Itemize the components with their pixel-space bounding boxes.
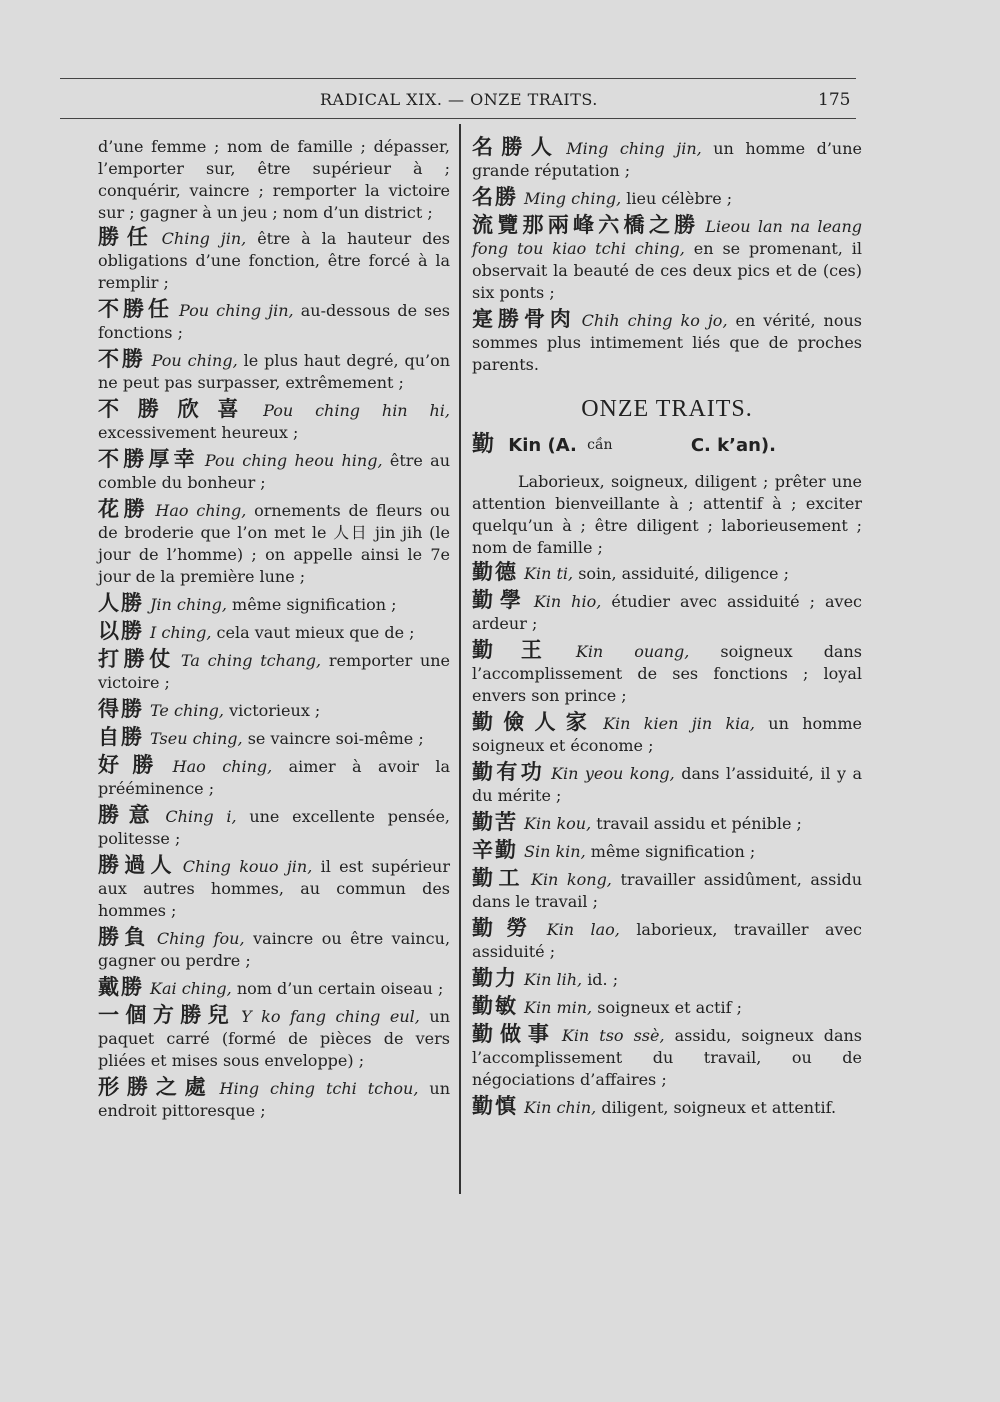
entry-romanization: Tseu ching,: [150, 729, 243, 748]
dictionary-entry: [98, 592, 450, 616]
head-annamite: cần: [587, 437, 613, 453]
dictionary-entry: [472, 308, 862, 376]
entry-characters: 名勝人: [472, 135, 561, 159]
entry-romanization: Chih ching ko jo,: [581, 311, 728, 330]
left-column: [98, 136, 450, 1126]
entry-romanization: Kin lih,: [524, 970, 583, 989]
entry-definition: être à la hauteur des obligations d’une fonction, être forcé à la remplir ;: [98, 229, 451, 292]
head-label: Kin (A.: [508, 435, 577, 456]
entry-characters: 勝負: [98, 925, 151, 949]
entry-characters: 打勝仗: [98, 647, 175, 671]
header-rule: [60, 118, 856, 119]
entry-romanization: Y ko fang ching eul,: [241, 1007, 420, 1026]
dictionary-entry: [472, 867, 862, 913]
entry-definition: cela vaut mieux que de ;: [216, 623, 415, 642]
entry-romanization: Hao ching,: [155, 501, 247, 520]
entry-characters: 得勝: [98, 697, 144, 721]
entry-romanization: Lieou lan na leang fong tou kiao tchi ching,: [472, 217, 863, 258]
dictionary-entry: [98, 498, 450, 588]
entry-definition: être au comble du bonheur ;: [98, 451, 451, 492]
dictionary-entry: [98, 854, 450, 922]
entry-romanization: Ching jin,: [161, 229, 247, 248]
entry-characters: 花勝: [98, 497, 150, 521]
entry-romanization: Hing ching tchi tchou,: [219, 1079, 419, 1098]
section-title: ONZE TRAITS.: [581, 396, 753, 422]
entry-characters: 勤工: [472, 866, 525, 890]
entry-characters: 辛勤: [472, 838, 518, 862]
dictionary-entry: [98, 1076, 450, 1122]
dictionary-entry: [472, 1023, 862, 1091]
entry-definition: même signification ;: [232, 595, 397, 614]
entry-romanization: Jin ching,: [150, 595, 227, 614]
dictionary-entry: [472, 839, 862, 863]
entry-definition: un endroit pittoresque ;: [98, 1079, 451, 1120]
dictionary-entry: [472, 186, 862, 210]
dictionary-entry: [472, 995, 862, 1019]
entry-definition: travail assidu et pénible ;: [596, 814, 802, 833]
entry-definition: même signification ;: [590, 842, 756, 861]
left-entry-list: [98, 226, 450, 1122]
entry-romanization: Kin tso ssè,: [561, 1026, 665, 1045]
entry-definition: excessivement heureux ;: [98, 423, 299, 442]
entry-characters: 勤儉人家: [472, 710, 598, 734]
entry-definition: en se promenant, il observait la beauté de ces deux pics et de (ces) six ponts ;: [472, 239, 862, 302]
dictionary-entry: [472, 214, 862, 304]
entry-characters: 形勝之處: [98, 1075, 214, 1099]
entry-romanization: Kin ouang,: [575, 642, 690, 661]
dictionary-entry: [472, 561, 862, 585]
dictionary-entry: [98, 804, 450, 850]
entry-characters: 人勝: [98, 591, 144, 615]
entry-characters: 勤苦: [472, 810, 518, 834]
dictionary-entry: [98, 620, 450, 644]
entry-characters: 勤德: [472, 560, 518, 584]
entry-romanization: Hao ching,: [172, 757, 273, 776]
dictionary-entry: [98, 726, 450, 750]
intro-paragraph: d’une femme ; nom de famille ; dépasser, l’emporter sur, être supérieur à ; conquérir, vaincre ; remporter la victoire sur ; gagner à un jeu ; nom d’un district ;: [98, 137, 450, 222]
entry-romanization: Kin ti,: [524, 564, 574, 583]
entry-definition: aimer à avoir la prééminence ;: [98, 757, 450, 798]
head-cantonese: C. k’an).: [690, 435, 776, 456]
page-number: 175: [818, 90, 851, 110]
top-rule: [60, 78, 856, 79]
entry-definition: ornements de fleurs ou de broderie que l’on met le 人日 jin jih (le jour de l’homme) ; on appelle ainsi le 7e jour de la première lune ;: [98, 501, 450, 586]
entry-romanization: Pou ching jin,: [179, 301, 294, 320]
dictionary-entry: [472, 639, 862, 707]
dictionary-entry: [98, 1004, 450, 1072]
entry-romanization: Pou ching heou hing,: [204, 451, 383, 470]
entry-definition: victorieux ;: [229, 701, 321, 720]
entry-characters: 不勝厚幸: [98, 447, 199, 471]
dictionary-entry: [98, 698, 450, 722]
entry-romanization: Kin yeou kong,: [551, 764, 675, 783]
entry-definition: il est supérieur aux autres hommes, au commun des hommes ;: [98, 857, 450, 920]
entry-characters: 流覽那兩峰六橋之勝: [472, 213, 700, 237]
entry-definition: soigneux et actif ;: [597, 998, 743, 1017]
entry-definition: travailler assidûment, assidu dans le travail ;: [472, 870, 863, 911]
right-column: [472, 136, 862, 1123]
dictionary-entry: [98, 348, 450, 394]
right-entry-list: [472, 561, 862, 1119]
dictionary-entry: [472, 761, 862, 807]
dictionary-entry: [472, 811, 862, 835]
entry-characters: 寔勝骨肉: [472, 307, 576, 331]
dictionary-entry: [472, 711, 862, 757]
entry-romanization: Ching kouo jin,: [182, 857, 313, 876]
running-title: RADICAL XIX. — ONZE TRAITS.: [320, 90, 598, 109]
dictionary-entry: [472, 967, 862, 991]
entry-characters: 以勝: [98, 619, 144, 643]
entry-characters: 勤學: [472, 588, 528, 612]
entry-romanization: Sin kin,: [524, 842, 586, 861]
dictionary-entry: [98, 226, 450, 294]
dictionary-entry: [98, 648, 450, 694]
entry-romanization: Ta ching tchang,: [180, 651, 322, 670]
entry-romanization: Ming ching jin,: [566, 139, 702, 158]
entry-characters: 勤慎: [472, 1094, 518, 1118]
head-definition: Laborieux, soigneux, diligent ; prêter une attention bienveillante à ; attentif à ; exciter quelqu’un à ; être diligent ; laborieusement ; nom de famille ;: [472, 472, 862, 557]
entry-definition: lieu célèbre ;: [626, 189, 733, 208]
entry-romanization: Kin hio,: [533, 592, 602, 611]
dictionary-entry: [472, 136, 862, 182]
entry-definition: un homme d’une grande réputation ;: [472, 139, 863, 180]
entry-characters: 勝任: [98, 225, 156, 249]
entry-characters: 勝過人: [98, 853, 177, 877]
entry-romanization: Ching fou,: [156, 929, 245, 948]
entry-definition: au-dessous de ses fonctions ;: [98, 301, 451, 342]
dictionary-entry: [472, 1095, 862, 1119]
entry-definition: le plus haut degré, qu’on ne peut pas surpasser, extrêmement ;: [98, 351, 451, 392]
entry-characters: 不勝: [98, 347, 146, 371]
entry-definition: laborieux, travailler avec assiduité ;: [472, 920, 863, 961]
dictionary-entry: [472, 917, 862, 963]
entry-characters: 自勝: [98, 725, 144, 749]
entry-romanization: Kin kong,: [530, 870, 612, 889]
entry-definition: vaincre ou être vaincu, gagner ou perdre ;: [98, 929, 451, 970]
entry-characters: 勤力: [472, 966, 518, 990]
head-character: 勤: [472, 432, 497, 457]
dictionary-entry: [98, 754, 450, 800]
entry-definition: nom d’un certain oiseau ;: [236, 979, 444, 998]
entry-definition: remporter une victoire ;: [98, 651, 451, 692]
entry-romanization: Kin chin,: [524, 1098, 597, 1117]
entry-romanization: Kin kou,: [524, 814, 592, 833]
entry-definition: dans l’assiduité, il y a du mérite ;: [472, 764, 863, 805]
entry-definition: une excellente pensée, politesse ;: [98, 807, 450, 848]
head-entry: [472, 434, 862, 457]
entry-characters: 不勝欣喜: [98, 397, 258, 421]
entry-romanization: Pou ching hin hi,: [263, 401, 450, 420]
entry-characters: 勝意: [98, 803, 160, 827]
entry-definition: id. ;: [587, 970, 619, 989]
entry-romanization: Kin min,: [524, 998, 593, 1017]
entry-characters: 勤王: [472, 638, 570, 662]
entry-characters: 勤做事: [472, 1022, 556, 1046]
entry-characters: 勤勞: [472, 916, 541, 940]
entry-romanization: Ching i,: [165, 807, 237, 826]
entry-definition: étudier avec assiduité ; avec ardeur ;: [472, 592, 863, 633]
entry-definition: soigneux dans l’accomplissement de ses fonctions ; loyal envers son prince ;: [472, 642, 862, 705]
entry-romanization: Kin lao,: [546, 920, 620, 939]
entry-romanization: Kai ching,: [150, 979, 232, 998]
dictionary-entry: [98, 976, 450, 1000]
entry-characters: 不勝任: [98, 297, 173, 321]
entry-definition: soin, assiduité, diligence ;: [578, 564, 789, 583]
entry-characters: 名勝: [472, 185, 518, 209]
entry-romanization: Kin kien jin kia,: [603, 714, 755, 733]
entry-characters: 戴勝: [98, 975, 144, 999]
entry-characters: 一個方勝兒: [98, 1003, 236, 1027]
entry-romanization: Te ching,: [150, 701, 224, 720]
dictionary-entry: [98, 926, 450, 972]
dictionary-entry: [98, 398, 450, 444]
entry-romanization: Ming ching,: [524, 189, 622, 208]
entry-definition: en vérité, nous sommes plus intimement liés que de proches parents.: [472, 311, 863, 374]
column-divider: [459, 124, 461, 1194]
entry-characters: 勤敏: [472, 994, 518, 1018]
dictionary-entry: [98, 448, 450, 494]
right-entry-list-top: [472, 136, 862, 376]
entry-definition: un paquet carré (formé de pièces de vers pliées et mises sous enveloppe) ;: [98, 1007, 450, 1070]
entry-definition: diligent, soigneux et attentif.: [601, 1098, 837, 1117]
entry-definition: se vaincre soi-même ;: [247, 729, 424, 748]
dictionary-entry: [472, 589, 862, 635]
entry-definition: un homme soigneux et économe ;: [472, 714, 862, 755]
entry-characters: 勤有功: [472, 760, 546, 784]
dictionary-entry: [98, 298, 450, 344]
entry-romanization: Pou ching,: [151, 351, 238, 370]
entry-characters: 好勝: [98, 753, 167, 777]
entry-romanization: I ching,: [150, 623, 212, 642]
entry-definition: assidu, soigneux dans l’accomplissement du travail, ou de négociations d’affaires ;: [472, 1026, 862, 1089]
